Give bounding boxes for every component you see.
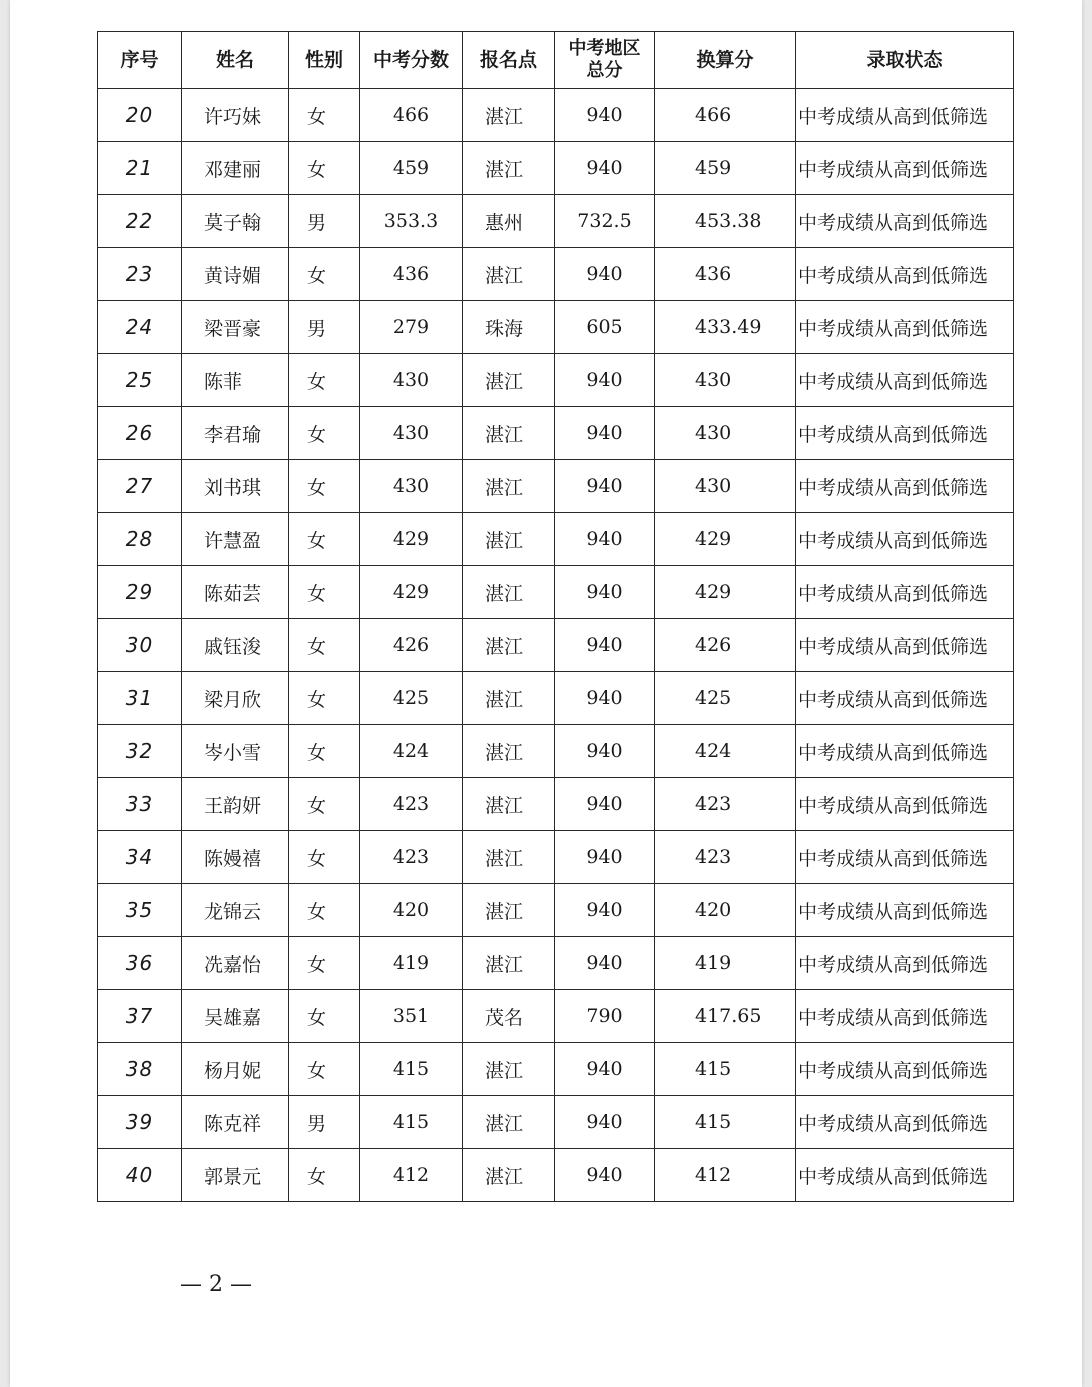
row-total: 940 <box>555 778 655 831</box>
row-converted: 430 <box>655 354 796 407</box>
row-status: 中考成绩从高到低筛选 <box>796 725 1014 778</box>
row-name: 刘书琪 <box>182 460 289 513</box>
row-score: 415 <box>360 1096 463 1149</box>
row-status: 中考成绩从高到低筛选 <box>796 460 1014 513</box>
row-seq: 35 <box>98 884 182 937</box>
header-gender: 性别 <box>289 32 360 89</box>
row-site: 惠州 <box>463 195 555 248</box>
row-total: 940 <box>555 248 655 301</box>
row-converted: 430 <box>655 407 796 460</box>
row-score: 423 <box>360 831 463 884</box>
row-converted: 423 <box>655 831 796 884</box>
row-status: 中考成绩从高到低筛选 <box>796 619 1014 672</box>
row-gender: 女 <box>289 831 360 884</box>
row-status: 中考成绩从高到低筛选 <box>796 672 1014 725</box>
row-gender: 女 <box>289 1043 360 1096</box>
row-name: 龙锦云 <box>182 884 289 937</box>
row-status: 中考成绩从高到低筛选 <box>796 1096 1014 1149</box>
row-name: 吴雄嘉 <box>182 990 289 1043</box>
row-status: 中考成绩从高到低筛选 <box>796 248 1014 301</box>
table-row <box>98 672 1014 725</box>
row-site: 湛江 <box>463 619 555 672</box>
row-score: 412 <box>360 1149 463 1202</box>
row-status: 中考成绩从高到低筛选 <box>796 354 1014 407</box>
row-score: 430 <box>360 354 463 407</box>
table-row <box>98 89 1014 142</box>
row-total: 940 <box>555 725 655 778</box>
row-converted: 453.38 <box>655 195 796 248</box>
row-score: 466 <box>360 89 463 142</box>
table-row <box>98 248 1014 301</box>
row-score: 353.3 <box>360 195 463 248</box>
table-row <box>98 990 1014 1043</box>
row-score: 426 <box>360 619 463 672</box>
row-site: 湛江 <box>463 725 555 778</box>
row-converted: 419 <box>655 937 796 990</box>
row-converted: 420 <box>655 884 796 937</box>
row-seq: 40 <box>98 1149 182 1202</box>
row-gender: 女 <box>289 407 360 460</box>
row-status: 中考成绩从高到低筛选 <box>796 778 1014 831</box>
row-total: 940 <box>555 354 655 407</box>
row-seq: 31 <box>98 672 182 725</box>
row-name: 李君瑜 <box>182 407 289 460</box>
header-name: 姓名 <box>182 32 289 89</box>
row-converted: 424 <box>655 725 796 778</box>
row-status: 中考成绩从高到低筛选 <box>796 937 1014 990</box>
row-converted: 429 <box>655 566 796 619</box>
row-status: 中考成绩从高到低筛选 <box>796 407 1014 460</box>
row-gender: 女 <box>289 513 360 566</box>
row-name: 陈克祥 <box>182 1096 289 1149</box>
row-converted: 415 <box>655 1043 796 1096</box>
row-seq: 32 <box>98 725 182 778</box>
row-site: 湛江 <box>463 884 555 937</box>
row-seq: 34 <box>98 831 182 884</box>
row-gender: 女 <box>289 778 360 831</box>
row-site: 珠海 <box>463 301 555 354</box>
row-converted: 412 <box>655 1149 796 1202</box>
row-status: 中考成绩从高到低筛选 <box>796 1149 1014 1202</box>
row-site: 茂名 <box>463 990 555 1043</box>
table-row <box>98 937 1014 990</box>
row-score: 430 <box>360 460 463 513</box>
row-total: 605 <box>555 301 655 354</box>
row-name: 戚钰浚 <box>182 619 289 672</box>
row-name: 梁月欣 <box>182 672 289 725</box>
row-converted: 430 <box>655 460 796 513</box>
table-row <box>98 407 1014 460</box>
row-site: 湛江 <box>463 513 555 566</box>
row-seq: 39 <box>98 1096 182 1149</box>
row-gender: 男 <box>289 301 360 354</box>
row-score: 429 <box>360 513 463 566</box>
row-converted: 466 <box>655 89 796 142</box>
row-gender: 女 <box>289 937 360 990</box>
row-converted: 429 <box>655 513 796 566</box>
row-name: 陈菲 <box>182 354 289 407</box>
row-score: 423 <box>360 778 463 831</box>
row-site: 湛江 <box>463 566 555 619</box>
row-site: 湛江 <box>463 672 555 725</box>
row-gender: 女 <box>289 142 360 195</box>
row-total: 940 <box>555 566 655 619</box>
header-total <box>555 32 655 89</box>
table-body <box>98 89 1014 1202</box>
table-row <box>98 884 1014 937</box>
row-total: 940 <box>555 619 655 672</box>
row-score: 351 <box>360 990 463 1043</box>
row-status: 中考成绩从高到低筛选 <box>796 566 1014 619</box>
row-gender: 女 <box>289 354 360 407</box>
row-status: 中考成绩从高到低筛选 <box>796 142 1014 195</box>
row-total: 940 <box>555 460 655 513</box>
page-number: — 2 — <box>180 1272 252 1297</box>
table-row <box>98 301 1014 354</box>
row-gender: 女 <box>289 619 360 672</box>
row-converted: 415 <box>655 1096 796 1149</box>
row-total: 940 <box>555 884 655 937</box>
row-site: 湛江 <box>463 831 555 884</box>
row-total: 732.5 <box>555 195 655 248</box>
row-seq: 25 <box>98 354 182 407</box>
row-name: 陈茹芸 <box>182 566 289 619</box>
row-name: 杨月妮 <box>182 1043 289 1096</box>
row-converted: 423 <box>655 778 796 831</box>
row-site: 湛江 <box>463 89 555 142</box>
row-total: 940 <box>555 672 655 725</box>
table-row <box>98 1096 1014 1149</box>
row-name: 许慧盈 <box>182 513 289 566</box>
table-header-row <box>98 32 1014 89</box>
row-gender: 女 <box>289 884 360 937</box>
row-site: 湛江 <box>463 1096 555 1149</box>
row-site: 湛江 <box>463 354 555 407</box>
table-row <box>98 195 1014 248</box>
row-name: 莫子翰 <box>182 195 289 248</box>
row-score: 436 <box>360 248 463 301</box>
row-status: 中考成绩从高到低筛选 <box>796 89 1014 142</box>
row-total: 940 <box>555 937 655 990</box>
table-row <box>98 1149 1014 1202</box>
table-row <box>98 619 1014 672</box>
table-row <box>98 354 1014 407</box>
row-score: 430 <box>360 407 463 460</box>
row-gender: 女 <box>289 566 360 619</box>
row-gender: 女 <box>289 672 360 725</box>
row-converted: 436 <box>655 248 796 301</box>
row-gender: 女 <box>289 248 360 301</box>
row-total: 940 <box>555 831 655 884</box>
header-total-line1: 中考地区 <box>568 38 641 59</box>
row-gender: 男 <box>289 1096 360 1149</box>
row-name: 梁晋豪 <box>182 301 289 354</box>
header-seq: 序号 <box>98 32 182 89</box>
row-seq: 24 <box>98 301 182 354</box>
row-site: 湛江 <box>463 248 555 301</box>
row-site: 湛江 <box>463 937 555 990</box>
row-gender: 女 <box>289 89 360 142</box>
row-score: 429 <box>360 566 463 619</box>
row-gender: 女 <box>289 460 360 513</box>
row-name: 王韵妍 <box>182 778 289 831</box>
row-status: 中考成绩从高到低筛选 <box>796 884 1014 937</box>
row-seq: 36 <box>98 937 182 990</box>
row-total: 940 <box>555 89 655 142</box>
row-total: 940 <box>555 142 655 195</box>
row-total: 940 <box>555 1149 655 1202</box>
table-row <box>98 1043 1014 1096</box>
document-page <box>10 0 1082 1387</box>
table-row <box>98 725 1014 778</box>
row-converted: 433.49 <box>655 301 796 354</box>
row-site: 湛江 <box>463 407 555 460</box>
row-site: 湛江 <box>463 460 555 513</box>
row-seq: 26 <box>98 407 182 460</box>
row-gender: 女 <box>289 725 360 778</box>
header-status: 录取状态 <box>796 32 1014 89</box>
row-total: 940 <box>555 1096 655 1149</box>
row-score: 420 <box>360 884 463 937</box>
header-converted: 换算分 <box>655 32 796 89</box>
row-site: 湛江 <box>463 142 555 195</box>
row-name: 陈嫚禧 <box>182 831 289 884</box>
row-seq: 23 <box>98 248 182 301</box>
row-seq: 29 <box>98 566 182 619</box>
row-name: 黄诗媚 <box>182 248 289 301</box>
row-converted: 426 <box>655 619 796 672</box>
row-seq: 28 <box>98 513 182 566</box>
row-score: 424 <box>360 725 463 778</box>
row-site: 湛江 <box>463 1149 555 1202</box>
row-status: 中考成绩从高到低筛选 <box>796 990 1014 1043</box>
header-site: 报名点 <box>463 32 555 89</box>
row-total: 940 <box>555 513 655 566</box>
row-seq: 27 <box>98 460 182 513</box>
header-score: 中考分数 <box>360 32 463 89</box>
row-name: 岑小雪 <box>182 725 289 778</box>
row-status: 中考成绩从高到低筛选 <box>796 513 1014 566</box>
row-name: 邓建丽 <box>182 142 289 195</box>
admission-table <box>97 31 1014 1202</box>
row-seq: 38 <box>98 1043 182 1096</box>
row-score: 459 <box>360 142 463 195</box>
table-row <box>98 566 1014 619</box>
row-seq: 21 <box>98 142 182 195</box>
row-site: 湛江 <box>463 778 555 831</box>
row-score: 415 <box>360 1043 463 1096</box>
table-row <box>98 460 1014 513</box>
header-total-line2: 总分 <box>586 60 623 81</box>
row-site: 湛江 <box>463 1043 555 1096</box>
row-name: 郭景元 <box>182 1149 289 1202</box>
row-name: 冼嘉怡 <box>182 937 289 990</box>
row-gender: 女 <box>289 990 360 1043</box>
row-status: 中考成绩从高到低筛选 <box>796 1043 1014 1096</box>
row-converted: 417.65 <box>655 990 796 1043</box>
row-total: 790 <box>555 990 655 1043</box>
row-seq: 20 <box>98 89 182 142</box>
row-status: 中考成绩从高到低筛选 <box>796 301 1014 354</box>
table-row <box>98 513 1014 566</box>
row-score: 419 <box>360 937 463 990</box>
row-converted: 425 <box>655 672 796 725</box>
row-status: 中考成绩从高到低筛选 <box>796 831 1014 884</box>
row-name: 许巧妹 <box>182 89 289 142</box>
row-converted: 459 <box>655 142 796 195</box>
row-status: 中考成绩从高到低筛选 <box>796 195 1014 248</box>
row-total: 940 <box>555 407 655 460</box>
row-seq: 37 <box>98 990 182 1043</box>
table-row <box>98 778 1014 831</box>
row-gender: 男 <box>289 195 360 248</box>
row-seq: 30 <box>98 619 182 672</box>
row-score: 279 <box>360 301 463 354</box>
table-row <box>98 831 1014 884</box>
row-seq: 33 <box>98 778 182 831</box>
row-score: 425 <box>360 672 463 725</box>
row-gender: 女 <box>289 1149 360 1202</box>
table-row <box>98 142 1014 195</box>
row-total: 940 <box>555 1043 655 1096</box>
row-seq: 22 <box>98 195 182 248</box>
